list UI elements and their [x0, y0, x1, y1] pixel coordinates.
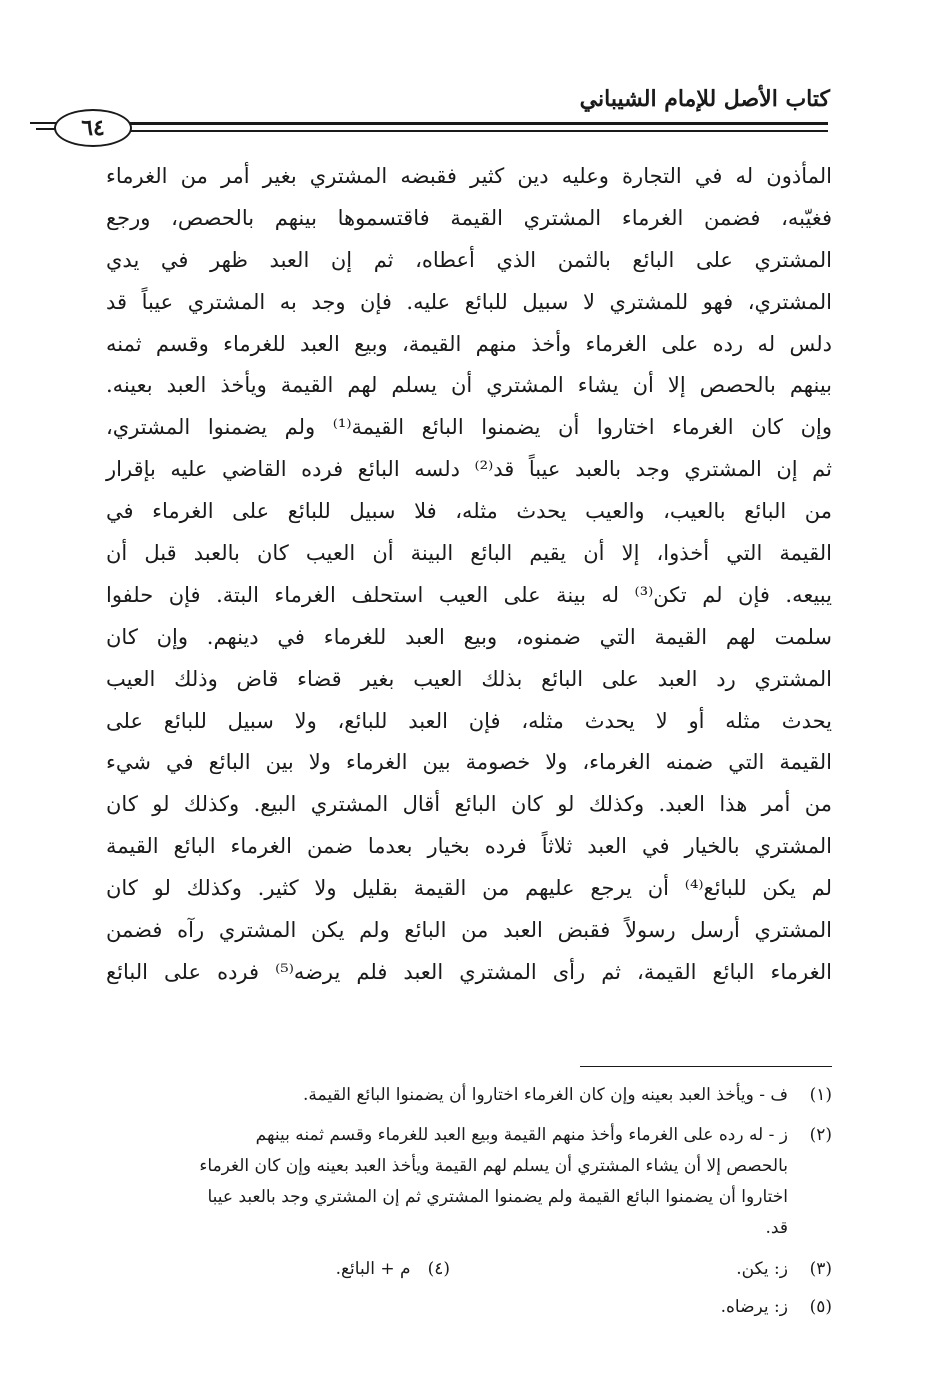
body-line: بينهم بالحصص إلا أن يشاء المشتري أن يسلم لهم القيمة ويأخذ العبد بعينه.	[106, 373, 832, 398]
body-line: دلس له رده على الغرماء وأخذ منهم القيمة، وبيع العبد للغرماء وقسم ثمنه	[106, 331, 832, 356]
body-line: يحدث مثله أو لا يحدث مثله، فإن العبد للبائع، ولا سبيل للبائع على	[106, 708, 832, 733]
footnote-line: اختاروا أن يضمنوا البائع القيمة ولم يضمنوا المشتري ثم إن المشتري وجد بالعبد عيبا	[207, 1187, 788, 1207]
footnote-marker: (١)	[809, 1085, 832, 1105]
body-line: فغيّبه، فضمن الغرماء المشتري القيمة فاقتسموها بينهم بالحصص، ورجع	[106, 205, 832, 230]
footnote-text: م + البائع.	[335, 1259, 411, 1279]
footnote-line: ز: يكن.	[736, 1259, 788, 1279]
body-line: من البائع بالعيب، والعيب يحدث مثله، فلا سبيل للبائع على الغرماء في	[106, 499, 832, 524]
body-line: الغرماء البائع القيمة، ثم رأى المشتري العبد فلم يرضه⁽⁵⁾ فرده على البائع	[106, 959, 832, 984]
body-line: لم يكن للبائع⁽⁴⁾ أن يرجع عليهم من القيمة بقليل ولا كثير. وكذلك لو كان	[106, 876, 832, 901]
body-line: وإن كان الغرماء اختاروا أن يضمنوا البائع القيمة⁽¹⁾ ولم يضمنوا المشتري،	[106, 415, 832, 440]
footnote-marker: (٤)	[427, 1259, 450, 1279]
body-line: القيمة التي ضمنه الغرماء، ولا خصومة بين الغرماء ولا بين البائع في شيء	[106, 750, 832, 775]
body-line: ثم إن المشتري وجد بالعبد عيباً قد⁽²⁾ دلسه البائع فرده القاضي عليه بإقرار	[106, 457, 832, 482]
footnote-line: بالحصص إلا أن يشاء المشتري أن يسلم لهم القيمة ويأخذ العبد بعينه وإن كان الغرماء	[199, 1156, 788, 1176]
body-line: يبيعه. فإن لم تكن⁽³⁾ له بينة على العيب استحلف الغرماء البتة. فإن حلفوا	[106, 582, 832, 607]
body-line: القيمة التي أخذوا، إلا أن يقيم البائع البينة أن العيب كان بالعبد قبل أن	[106, 541, 832, 566]
header-rule-thick	[102, 122, 828, 125]
footnote-marker: (٥)	[809, 1297, 832, 1317]
main-text	[106, 156, 832, 994]
body-line: المشتري رد العبد على البائع بذلك العيب بغير قضاء قاض وذلك العيب	[106, 666, 832, 691]
body-line: سلمت لهم القيمة التي ضمنوه، وبيع العبد للغرماء في دينهم. وإن كان	[106, 624, 832, 649]
footnote-marker: (٢)	[809, 1125, 832, 1145]
running-title: كتاب الأصل للإمام الشيباني	[579, 86, 830, 112]
footnote-marker: (٣)	[809, 1259, 832, 1279]
footnote-text	[736, 1254, 788, 1285]
body-line: المأذون له في التجارة وعليه دين كثير فقبضه المشتري بغير أمر من الغرماء	[106, 164, 832, 188]
footnote-item-secondary	[336, 1254, 450, 1285]
body-line: المشتري على البائع بالثمن الذي أعطاه، ثم إن العبد ظهر في يدي	[106, 247, 832, 272]
footnote-line: ف - ويأخذ العبد بعينه وإن كان الغرماء اختاروا أن يضمنوا البائع القيمة.	[303, 1085, 788, 1105]
header-rule-thin	[102, 130, 828, 132]
page-number-oval	[54, 109, 132, 147]
footnote-line: ز - له رده على الغرماء وأخذ منهم القيمة وبيع العبد للغرماء وقسم ثمنه بينهم	[255, 1125, 788, 1145]
footnote-line: ز: يرضاه.	[720, 1297, 788, 1317]
footnote-line: قد.	[765, 1218, 788, 1238]
footnote-separator	[580, 1066, 832, 1067]
body-line: المشتري، فهو للمشتري لا سبيل للبائع عليه. فإن وجد به المشتري عيباً قد	[106, 289, 832, 314]
footnote-text	[721, 1292, 788, 1323]
body-line: المشتري أرسل رسولاً فقبض العبد من البائع ولم يكن المشتري رآه فضمن	[106, 918, 832, 943]
footnote-text	[199, 1120, 788, 1244]
body-line: من أمر هذا العبد. وكذلك لو كان البائع أقال المشتري البيع. وكذلك لو كان	[106, 792, 832, 817]
footnote-text	[303, 1080, 788, 1111]
body-line: المشتري بالخيار في العبد ثلاثاً فرده بخيار بعدما ضمن الغرماء البائع القيمة	[106, 834, 832, 859]
page-number: ٦٤	[81, 115, 105, 141]
